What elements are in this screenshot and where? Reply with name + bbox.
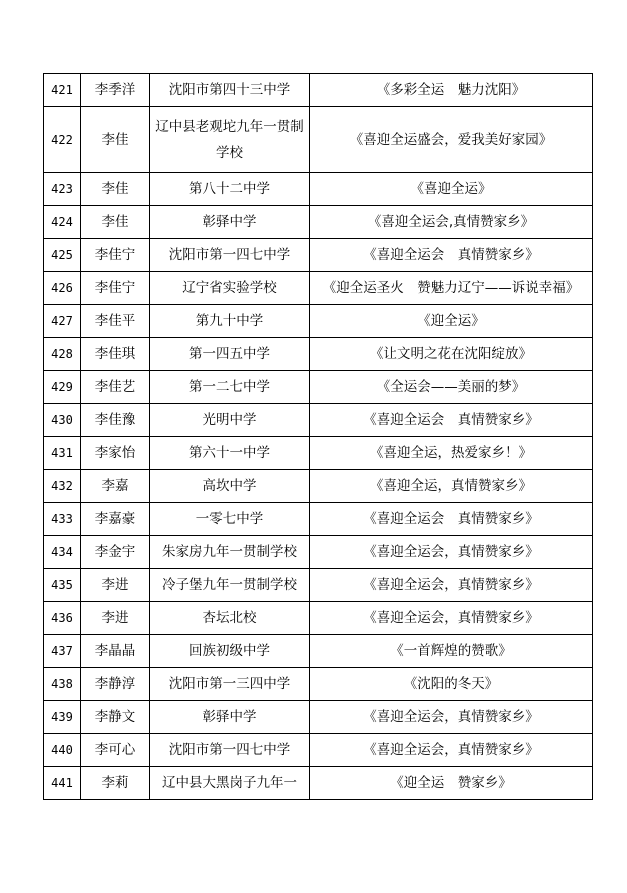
student-name: 李进 (81, 569, 150, 602)
student-name: 李静淳 (81, 668, 150, 701)
essay-title: 《迎全运 赞家乡》 (310, 767, 593, 800)
school-name: 第六十一中学 (150, 437, 310, 470)
table-row (44, 107, 593, 173)
school-name: 回族初级中学 (150, 635, 310, 668)
essay-title: 《喜迎全运》 (310, 173, 593, 206)
essay-title: 《全运会——美丽的梦》 (310, 371, 593, 404)
table-row (44, 437, 593, 470)
entry-number: 429 (44, 371, 81, 404)
entry-number: 424 (44, 206, 81, 239)
essay-title: 《喜迎全运盛会，爱我美好家园》 (310, 107, 593, 173)
entries-table (43, 73, 593, 800)
student-name: 李季洋 (81, 74, 150, 107)
school-name: 杏坛北校 (150, 602, 310, 635)
essay-title: 《一首辉煌的赞歌》 (310, 635, 593, 668)
essay-title: 《喜迎全运会，真情赞家乡》 (310, 569, 593, 602)
essay-title: 《喜迎全运会,真情赞家乡》 (310, 206, 593, 239)
student-name: 李金宇 (81, 536, 150, 569)
student-name: 李佳艺 (81, 371, 150, 404)
student-name: 李佳 (81, 173, 150, 206)
student-name: 李晶晶 (81, 635, 150, 668)
student-name: 李佳宁 (81, 239, 150, 272)
school-name: 冷子堡九年一贯制学校 (150, 569, 310, 602)
school-name: 第八十二中学 (150, 173, 310, 206)
table-row (44, 767, 593, 800)
entry-number: 427 (44, 305, 81, 338)
table-row (44, 338, 593, 371)
student-name: 李可心 (81, 734, 150, 767)
student-name: 李佳 (81, 107, 150, 173)
entry-number: 435 (44, 569, 81, 602)
essay-title: 《多彩全运 魅力沈阳》 (310, 74, 593, 107)
essay-title: 《迎全运》 (310, 305, 593, 338)
entry-number: 421 (44, 74, 81, 107)
table-row (44, 371, 593, 404)
table-row (44, 503, 593, 536)
student-name: 李佳宁 (81, 272, 150, 305)
table-row (44, 569, 593, 602)
entry-number: 434 (44, 536, 81, 569)
student-name: 李进 (81, 602, 150, 635)
table-row (44, 470, 593, 503)
entry-number: 439 (44, 701, 81, 734)
student-name: 李家怡 (81, 437, 150, 470)
school-name: 高坎中学 (150, 470, 310, 503)
school-name: 辽宁省实验学校 (150, 272, 310, 305)
table-row (44, 239, 593, 272)
school-name: 彰驿中学 (150, 206, 310, 239)
school-name: 辽中县大黑岗子九年一 (150, 767, 310, 800)
entry-number: 438 (44, 668, 81, 701)
school-name: 第一二七中学 (150, 371, 310, 404)
table-row (44, 173, 593, 206)
essay-title: 《喜迎全运会，真情赞家乡》 (310, 536, 593, 569)
essay-title: 《喜迎全运会，真情赞家乡》 (310, 734, 593, 767)
table-row (44, 668, 593, 701)
school-name: 彰驿中学 (150, 701, 310, 734)
essay-title: 《喜迎全运会，真情赞家乡》 (310, 701, 593, 734)
table-row (44, 701, 593, 734)
table-row (44, 206, 593, 239)
school-name: 光明中学 (150, 404, 310, 437)
school-name: 沈阳市第一三四中学 (150, 668, 310, 701)
table-row (44, 734, 593, 767)
school-name: 沈阳市第四十三中学 (150, 74, 310, 107)
essay-title: 《沈阳的冬天》 (310, 668, 593, 701)
table-row (44, 536, 593, 569)
table-row (44, 602, 593, 635)
school-name: 一零七中学 (150, 503, 310, 536)
student-name: 李静文 (81, 701, 150, 734)
student-name: 李佳平 (81, 305, 150, 338)
entry-number: 440 (44, 734, 81, 767)
table-row (44, 272, 593, 305)
entry-number: 423 (44, 173, 81, 206)
entry-number: 430 (44, 404, 81, 437)
student-name: 李佳琪 (81, 338, 150, 371)
entry-number: 432 (44, 470, 81, 503)
entry-number: 433 (44, 503, 81, 536)
school-name: 沈阳市第一四七中学 (150, 734, 310, 767)
essay-title: 《迎全运圣火 赞魅力辽宁——诉说幸福》 (310, 272, 593, 305)
essay-title: 《喜迎全运会，真情赞家乡》 (310, 602, 593, 635)
student-name: 李佳豫 (81, 404, 150, 437)
essay-title: 《喜迎全运会 真情赞家乡》 (310, 404, 593, 437)
entry-number: 437 (44, 635, 81, 668)
essay-title: 《喜迎全运会 真情赞家乡》 (310, 239, 593, 272)
student-name: 李佳 (81, 206, 150, 239)
entry-number: 441 (44, 767, 81, 800)
school-name: 辽中县老观坨九年一贯制学校 (150, 107, 310, 173)
table-row (44, 635, 593, 668)
essay-title: 《喜迎全运，热爱家乡！》 (310, 437, 593, 470)
table-row (44, 305, 593, 338)
school-name: 第一四五中学 (150, 338, 310, 371)
student-name: 李莉 (81, 767, 150, 800)
essay-title: 《喜迎全运，真情赞家乡》 (310, 470, 593, 503)
essay-title: 《让文明之花在沈阳绽放》 (310, 338, 593, 371)
entry-number: 425 (44, 239, 81, 272)
school-name: 朱家房九年一贯制学校 (150, 536, 310, 569)
school-name: 沈阳市第一四七中学 (150, 239, 310, 272)
entry-number: 428 (44, 338, 81, 371)
student-name: 李嘉豪 (81, 503, 150, 536)
table-row (44, 404, 593, 437)
table-row (44, 74, 593, 107)
student-name: 李嘉 (81, 470, 150, 503)
entry-number: 422 (44, 107, 81, 173)
entry-number: 436 (44, 602, 81, 635)
essay-title: 《喜迎全运会 真情赞家乡》 (310, 503, 593, 536)
entry-number: 431 (44, 437, 81, 470)
entry-number: 426 (44, 272, 81, 305)
school-name: 第九十中学 (150, 305, 310, 338)
